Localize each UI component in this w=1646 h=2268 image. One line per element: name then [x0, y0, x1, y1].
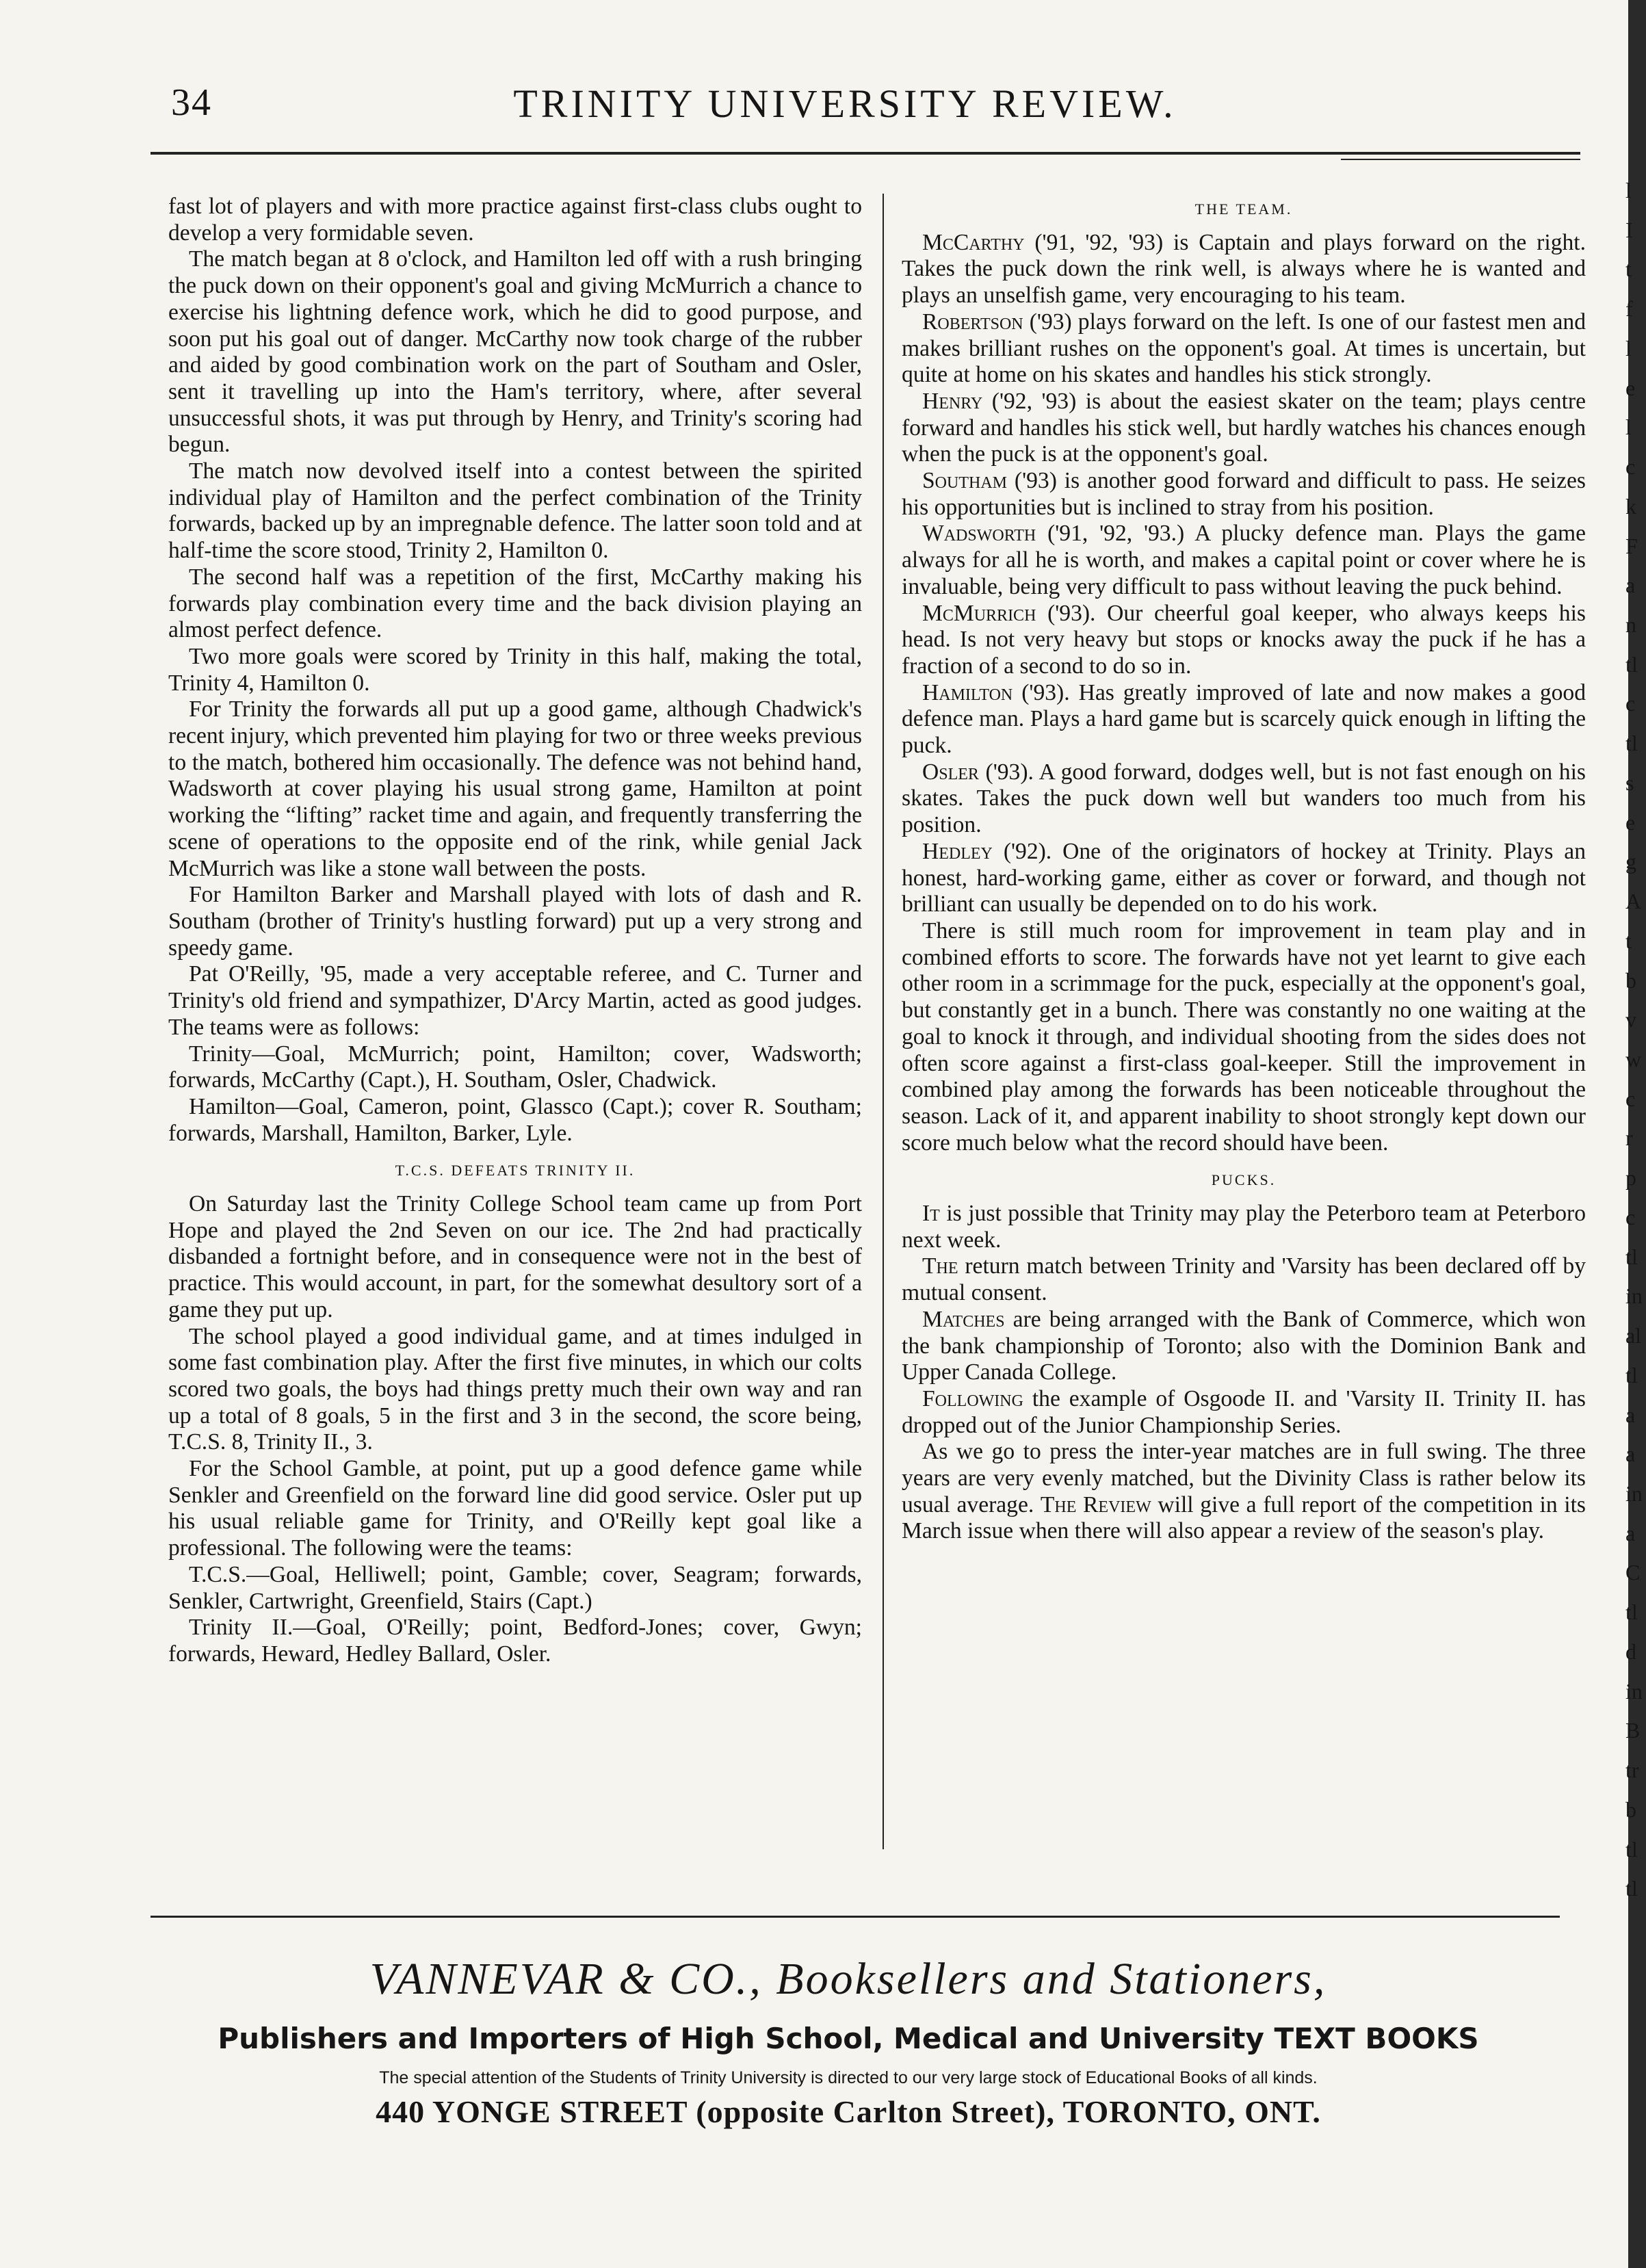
next-page-fragment: F [1625, 533, 1638, 558]
next-page-fragment: d [1625, 1639, 1636, 1664]
page-header [164, 81, 1526, 142]
next-page-fragment: g [1625, 849, 1636, 874]
player-name: McCarthy [922, 229, 1025, 255]
next-page-fragment: al [1625, 1323, 1642, 1348]
player-paragraph: Robertson ('93) plays forward on the left. Is one of our fastest men and makes brilliant rushes on the opponent's goal. At times is uncertain, but quite at home on his skates and handles his stick strongly. [902, 309, 1586, 388]
puck-note: Matches are being arranged with the Bank of Commerce, which won the bank championship of Toronto; also with the Dominion Bank and Upper Canada College. [902, 1306, 1586, 1385]
advertiser-name: VANNEVAR & CO., Booksellers and Stationers, [369, 1954, 1327, 2004]
next-page-fragment: n [1625, 612, 1636, 637]
next-page-fragment: tr [1625, 1758, 1639, 1783]
player-name: Southam [922, 468, 1008, 494]
header-rule-flourish [1341, 159, 1580, 160]
player-name: Henry [922, 388, 983, 414]
paragraph: For Hamilton Barker and Marshall played with lots of dash and R. Southam (brother of Trinity's hustling forward) put up a very strong and speedy game. [168, 882, 862, 961]
puck-note: It is just possible that Trinity may play the Peterboro team at Peterboro next week. [902, 1201, 1586, 1253]
player-paragraph: Wadsworth ('91, '92, '93.) A plucky defence man. Plays the game always for all he is worth, and makes a capital point or cover where he is invaluable, being very difficult to pass without leaving the puck behind. [902, 521, 1586, 599]
paragraph: T.C.S.—Goal, Helliwell; point, Gamble; cover, Seagram; forwards, Senkler, Cartwright, Greenfield, Stairs (Capt.) [168, 1561, 862, 1614]
paragraph: Pat O'Reilly, '95, made a very acceptable referee, and C. Turner and Trinity's old friend and sympathizer, D'Arcy Martin, acted as good judges. The teams were as follows: [168, 961, 862, 1040]
next-page-fragment: k [1625, 493, 1636, 519]
next-page-fragment: a [1625, 573, 1636, 598]
player-paragraph: Osler ('93). A good forward, dodges well, but is not fast enough on his skates. Takes the puck down well but wanders too much from his position. [902, 759, 1586, 838]
next-page-fragment: A [1625, 889, 1642, 914]
next-page-fragment: tl [1625, 651, 1638, 677]
next-page-fragment: r [1625, 1125, 1633, 1151]
section-heading-tcs: T.C.S. DEFEATS TRINITY II. [395, 1162, 636, 1179]
next-page-fragment: a [1625, 1442, 1636, 1467]
paragraph: The school played a good individual game, and at times indulged in some fast combination play. After the first five minutes, in which our colts scored two goals, the boys had things pretty much their own way and ran up a total of 8 goals, 5 in the first and 3 in the second, the score being, T.C.S. 8, Trinity II., 3. [168, 1323, 862, 1455]
paragraph: The match began at 8 o'clock, and Hamilton led off with a rush bringing the puck down on their opponent's goal and giving McMurrich a chance to exercise his lightning defence work, which he did to good purpose, and soon put his goal out of danger. McCarthy now took charge of the rubber and aided by good combination work on the part of Southam and Osler, sent it travelling up into the Ham's territory, where, after several unsuccessful shots, it was put through by Henry, and Trinity's scoring had begun. [168, 246, 862, 458]
next-page-fragment: w [1625, 1047, 1642, 1071]
next-page-fragment: t [1625, 257, 1632, 282]
player-paragraph: Hamilton ('93). Has greatly improved of late and now makes a good defence man. Plays a hard game but is scarcely quick enough in lifting the puck. [902, 679, 1586, 759]
next-page-fragment: c [1625, 1086, 1636, 1111]
player-paragraph: Henry ('92, '93) is about the easiest skater on the team; plays centre forward and handles his stick well, but hardly watches his chances enough when the puck is at the opponent's goal. [902, 388, 1586, 467]
paragraph: For Trinity the forwards all put up a good game, although Chadwick's recent injury, which prevented him playing for two or three weeks previous to the match, bothered him occasionally. The defence was not behind hand, Wadsworth at cover playing his usual strong game, Hamilton at point working the “lifting” racket time and again, and frequently transferring the scene of operations to the opposite end of the rink, while genial Jack McMurrich was like a stone wall between the posts. [168, 696, 862, 881]
paragraph: For the School Gamble, at point, put up a good defence game while Senkler and Greenfield on the forward line did good service. Osler put up his usual reliable game for Trinity, and O'Reilly kept goal like a professional. The following were the teams: [168, 1456, 862, 1561]
next-page-fragment: tl [1625, 1836, 1638, 1862]
next-page-fragment: e [1625, 375, 1636, 400]
page-number: 34 [171, 81, 212, 124]
player-name: Wadsworth [922, 521, 1036, 547]
player-paragraph: Hedley ('92). One of the originators of hockey at Trinity. Plays an honest, hard-working game, either as cover or forward, and though not brilliant can usually be depended on to do his work. [902, 838, 1586, 917]
next-page-fragment: tl [1625, 1362, 1638, 1387]
column-divider [883, 194, 884, 1849]
player-name: Robertson [922, 309, 1023, 335]
article-end-rule [151, 1916, 1560, 1918]
running-title: TRINITY UNIVERSITY REVIEW. [513, 81, 1177, 126]
next-page-fragment: B [1625, 1718, 1641, 1743]
next-page-fragment: t [1625, 928, 1632, 953]
player-name: Hamilton [922, 679, 1013, 705]
next-page-fragment: tl [1625, 731, 1638, 756]
next-page-fragment: b [1625, 1797, 1636, 1822]
next-page-fragment: tl [1625, 1876, 1638, 1901]
player-paragraph: Southam ('93) is another good forward and difficult to pass. He seizes his opportunities but is inclined to stray from his position. [902, 468, 1586, 520]
paragraph: Hamilton—Goal, Cameron, point, Glassco (Capt.); cover R. Southam; forwards, Marshall, Hamilton, Barker, Lyle. [168, 1093, 862, 1146]
advertiser-address: 440 YONGE STREET (opposite Carlton Street), TORONTO, ONT. [376, 2094, 1321, 2129]
next-page-fragment: c [1625, 1204, 1636, 1229]
next-page-fragment: e [1625, 809, 1636, 835]
right-column [902, 194, 1586, 1545]
paragraph: Trinity II.—Goal, O'Reilly; point, Bedford-Jones; cover, Gwyn; forwards, Heward, Hedley Ballard, Osler. [168, 1615, 862, 1667]
next-page-fragment: tl [1625, 1244, 1638, 1269]
paragraph: The second half was a repetition of the first, McCarthy making his forwards play combination every time and the back division playing an almost perfect defence. [168, 564, 862, 643]
next-page-fragment: C [1625, 1560, 1641, 1585]
player-paragraph: McCarthy ('91, '92, '93) is Captain and plays forward on the right. Takes the puck down the rink well, is always where he is wanted and plays an unselfish game, very encouraging to his team. [902, 229, 1586, 309]
next-page-fragment: a [1625, 1402, 1636, 1427]
next-page-fragment: b [1625, 967, 1636, 993]
paragraph: fast lot of players and with more practice against first-class clubs ought to develop a very formidable seven. [168, 194, 862, 246]
next-page-fragment: l [1625, 178, 1632, 203]
paragraph: There is still much room for improvement in team play and in combined efforts to score. The forwards have not yet learnt to give each other room in a scrimmage for the puck, especially at the opponent's goal, but constantly get in a bunch. There was constantly no one waiting at the goal to knock it through, and individual shooting from the sides does not often score against a first-class goal-keeper. Still the improvement in combined play among the forwards has been noticeable throughout the season. Lack of it, and apparent inability to shoot strongly kept down our score much below what the record should have been. [902, 917, 1586, 1156]
next-page-fragment: in [1625, 1283, 1643, 1309]
paragraph: The match now devolved itself into a contest between the spirited individual play of Hamilton and the perfect combination of the Trinity forwards, backed up by an impregnable defence. The latter soon told and at half-time the score stood, Trinity 2, Hamilton 0. [168, 458, 862, 564]
left-column [168, 194, 862, 1668]
next-page-fragment: p [1625, 1165, 1636, 1190]
puck-note: The return match between Trinity and 'Varsity has been declared off by mutual consent. [902, 1253, 1586, 1306]
puck-note: As we go to press the inter-year matches are in full swing. The three years are very evenly matched, but the Divinity Class is rather below its usual average. The Review will give a full report of the competition in its March issue when there will also appear a review of the season's play. [902, 1439, 1586, 1544]
next-page-fragment: f [1625, 296, 1633, 322]
next-page-fragment: a [1625, 1520, 1636, 1546]
next-page-fragment: s [1625, 770, 1634, 795]
player-name: McMurrich [922, 600, 1036, 626]
puck-note: Following the example of Osgoode II. and 'Varsity II. Trinity II. has dropped out of the Junior Championship Series. [902, 1385, 1586, 1438]
next-page-fragment: l [1625, 335, 1632, 361]
header-rule [151, 152, 1580, 155]
advertiser-note: The special attention of the Students of Trinity University is directed to our very large stock of Educational Books of all kinds. [379, 2068, 1318, 2087]
paragraph: On Saturday last the Trinity College School team came up from Port Hope and played the 2nd Seven on our ice. The 2nd had practically disbanded a fortnight before, and in consequence were not in the best of practice. This would account, in part, for the somewhat desultory sort of a game they put up. [168, 1191, 862, 1322]
section-heading-pucks: PUCKS. [1211, 1171, 1277, 1189]
next-page-fragment: in [1625, 1481, 1643, 1506]
next-page-fragment: c [1625, 454, 1636, 480]
advertiser-tagline: Publishers and Importers of High School, Medical and University TEXT BOOKS [218, 2022, 1479, 2055]
next-page-fragment: I [1625, 217, 1633, 242]
next-page-fragment: tl [1625, 1600, 1638, 1625]
section-heading-team: THE TEAM. [1194, 200, 1293, 218]
next-page-fragment: l [1625, 415, 1632, 440]
player-name: Osler [922, 759, 979, 785]
paragraph: Two more goals were scored by Trinity in this half, making the total, Trinity 4, Hamilton 0. [168, 643, 862, 696]
next-page-fragment: v [1625, 1007, 1636, 1032]
next-page-fragment: in [1625, 1678, 1643, 1704]
next-page-fragment: c [1625, 691, 1636, 716]
player-paragraph: McMurrich ('93). Our cheerful goal keeper, who always keeps his head. Is not very heavy but stops or knocks away the puck if he has a fraction of a second to do so in. [902, 600, 1586, 679]
paragraph: Trinity—Goal, McMurrich; point, Hamilton; cover, Wadsworth; forwards, McCarthy (Capt.), H. Southam, Osler, Chadwick. [168, 1041, 862, 1093]
player-name: Hedley [922, 838, 993, 864]
